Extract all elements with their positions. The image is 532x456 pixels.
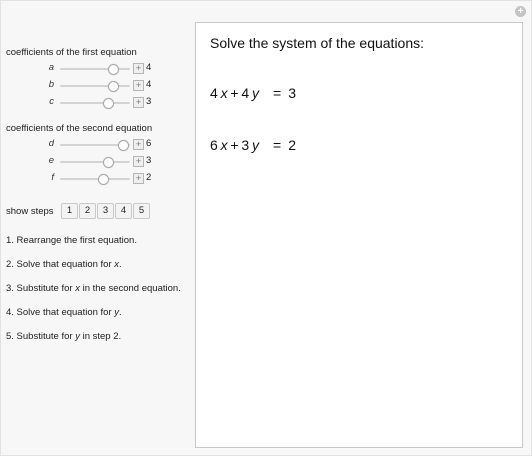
eq2-equals: = — [273, 137, 282, 153]
eq1-coef-a: 4 — [210, 85, 218, 101]
step-button-3[interactable]: 3 — [97, 203, 114, 219]
step-3-pre: 3. Substitute for — [6, 283, 76, 294]
options-plus-icon[interactable]: + — [515, 6, 526, 17]
eq1-var-x: x — [220, 85, 228, 101]
slider-f-thumb[interactable] — [98, 174, 109, 185]
slider-c-track[interactable] — [60, 102, 130, 104]
slider-a[interactable] — [0, 62, 195, 76]
step-4-post: . — [119, 307, 122, 318]
slider-b-plus-icon[interactable]: + — [133, 80, 144, 91]
slider-d-value: 6 — [146, 138, 152, 149]
step-3-text — [6, 283, 181, 294]
step-3-post: in the second equation. — [79, 283, 181, 294]
step-4-pre: 4. Solve that equation for — [6, 307, 115, 318]
step-2-text — [6, 259, 122, 270]
eq1-var-y: y — [252, 85, 260, 101]
step-5-text — [6, 331, 121, 342]
eq2-var-y: y — [252, 137, 260, 153]
step-4-text — [6, 307, 122, 318]
slider-d-track[interactable] — [60, 144, 130, 146]
slider-b-value: 4 — [146, 79, 152, 90]
eq1-coef-b: 4 — [241, 85, 250, 101]
step-3-var: x — [75, 283, 80, 294]
eq2-coef-d: 6 — [210, 137, 218, 153]
step-1-pre: 1. Rearrange the first equation. — [6, 235, 137, 246]
step-4-var: y — [114, 307, 120, 318]
slider-b[interactable] — [0, 79, 195, 93]
slider-e-label: e — [48, 155, 54, 166]
step-2-var: x — [114, 259, 120, 270]
slider-b-thumb[interactable] — [108, 81, 119, 92]
slider-f[interactable] — [0, 172, 195, 186]
slider-a-thumb[interactable] — [108, 64, 119, 75]
step-5-var: y — [75, 331, 80, 342]
first-equation-section-title: coefficients of the first equation — [6, 47, 137, 58]
eq2-rhs: 2 — [288, 137, 297, 153]
slider-e-value: 3 — [146, 155, 152, 166]
slider-b-track[interactable] — [60, 85, 130, 87]
step-1-text — [6, 235, 137, 246]
slider-c-plus-icon[interactable]: + — [133, 97, 144, 108]
slider-a-label: a — [48, 62, 54, 73]
slider-c-value: 3 — [146, 96, 152, 107]
step-button-4[interactable]: 4 — [115, 203, 132, 219]
eq2-plus: + — [230, 137, 239, 153]
show-steps-buttons — [61, 203, 151, 219]
slider-e-thumb[interactable] — [103, 157, 114, 168]
eq2-var-x: x — [220, 137, 228, 153]
panel-title: Solve the system of the equations: — [210, 35, 425, 51]
slider-a-track[interactable] — [60, 68, 130, 70]
show-steps-label: show steps — [6, 206, 54, 217]
step-button-1[interactable]: 1 — [61, 203, 78, 219]
slider-d[interactable] — [0, 138, 195, 152]
step-2-post: . — [119, 259, 122, 270]
step-button-2[interactable]: 2 — [79, 203, 96, 219]
output-panel — [195, 22, 523, 448]
slider-f-plus-icon[interactable]: + — [133, 173, 144, 184]
slider-f-track[interactable] — [60, 178, 130, 180]
slider-c-label: c — [49, 96, 54, 107]
slider-c-thumb[interactable] — [103, 98, 114, 109]
slider-f-label: f — [51, 172, 54, 183]
eq1-rhs: 3 — [288, 85, 297, 101]
slider-e-plus-icon[interactable]: + — [133, 156, 144, 167]
slider-d-thumb[interactable] — [118, 140, 129, 151]
slider-e[interactable] — [0, 155, 195, 169]
eq1-equals: = — [273, 85, 282, 101]
slider-c[interactable] — [0, 96, 195, 110]
second-equation-section-title: coefficients of the second equation — [6, 123, 153, 134]
controls-panel — [0, 0, 195, 456]
step-2-pre: 2. Solve that equation for — [6, 259, 115, 270]
slider-d-label: d — [48, 138, 54, 149]
equation-2 — [210, 137, 296, 153]
step-5-post: in step 2. — [79, 331, 122, 342]
slider-f-value: 2 — [146, 172, 152, 183]
slider-a-plus-icon[interactable]: + — [133, 63, 144, 74]
eq1-plus: + — [230, 85, 239, 101]
equation-1 — [210, 85, 296, 101]
slider-b-label: b — [48, 79, 54, 90]
slider-e-track[interactable] — [60, 161, 130, 163]
step-button-5[interactable]: 5 — [133, 203, 150, 219]
step-5-pre: 5. Substitute for — [6, 331, 76, 342]
slider-d-plus-icon[interactable]: + — [133, 139, 144, 150]
eq2-coef-e: 3 — [241, 137, 250, 153]
slider-a-value: 4 — [146, 62, 152, 73]
